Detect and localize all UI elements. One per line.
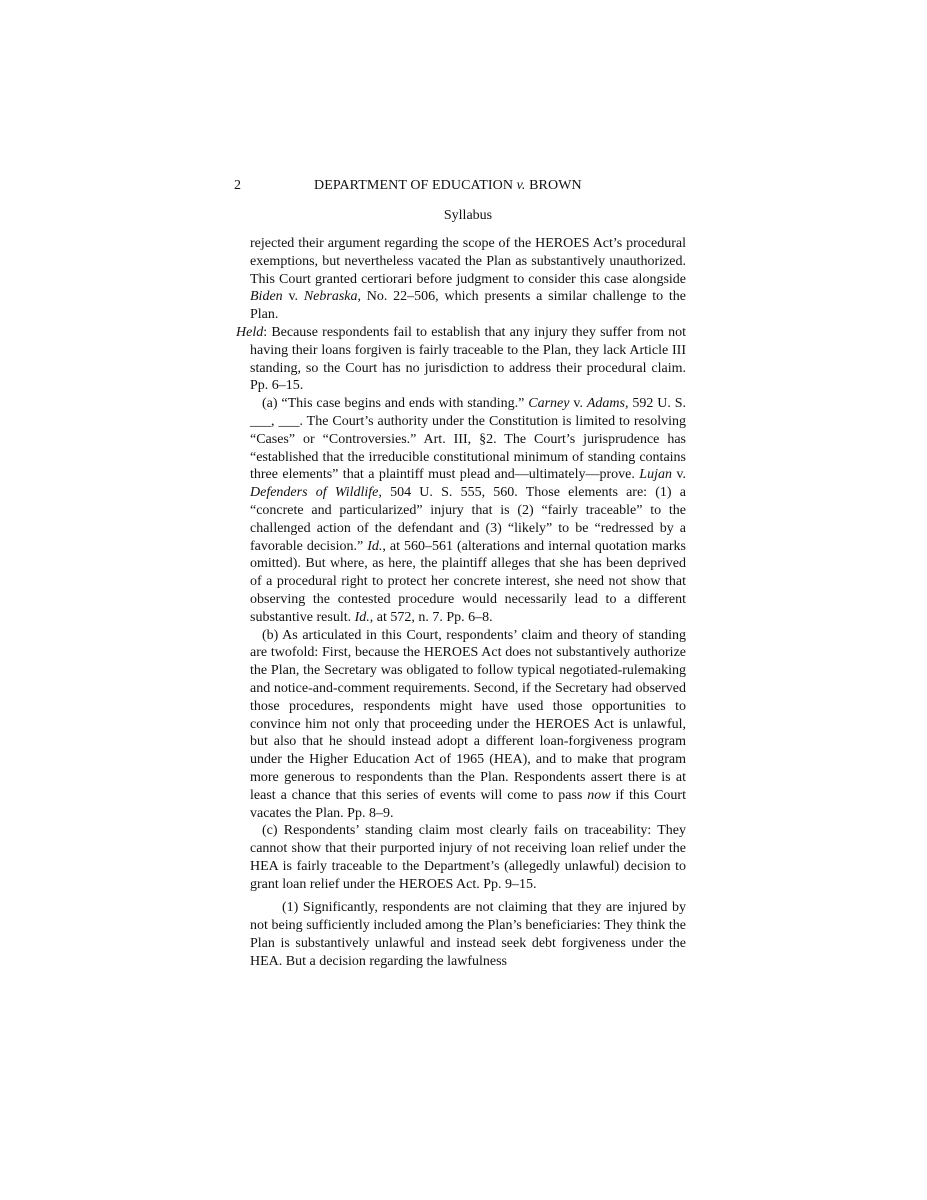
text-run: , at 560–561 (alterations and internal quotation marks omitted). But where, as here, the plaintiff alleges that she has been deprived of a procedural right to protect her concrete interest, she need not show that observing the contested procedure would necessarily lead to a different substantive result. [250, 538, 686, 625]
emphasis: now [587, 787, 611, 803]
text-run: (a) “This case begins and ends with standing.” [262, 396, 529, 412]
case-caption-versus: v. [516, 178, 526, 193]
case-name: Lujan [639, 467, 672, 483]
paragraph-held [236, 324, 686, 395]
paragraph-c1 [250, 899, 686, 970]
case-caption-parties: DEPARTMENT OF EDUCATION [314, 178, 517, 193]
text-run: , No. 22–506, which presents a similar challenge to the Plan. [250, 289, 686, 323]
case-name: Nebraska [303, 289, 358, 305]
citation-id: Id. [367, 538, 383, 554]
paragraph-b [250, 627, 686, 823]
text-run: if this Court vacates the Plan. Pp. 8–9. [250, 787, 686, 821]
case-caption [314, 176, 582, 196]
text-run: (b) As articulated in this Court, respondents’ claim and theory of standing are twofold: First, because the HEROES Act does not substantively authorize the Plan, the Secretary was obligated to follow typical negotiated-rulemaking and notice-and-comment requirements. Second, if the Secretary had observed those procedures, respondents might have used those opportunities to convince him not only that proceeding under the HEROES Act is unlawful, but also that he should instead adopt a different loan-forgiveness program under the Higher Education Act of 1965 (HEA), and to make that program more generous to respondents than the Plan. Respondents assert there is at least a chance that this series of events will come to pass [250, 627, 686, 803]
text-run: v. [569, 396, 587, 412]
paragraph-c [250, 822, 686, 893]
page-number: 2 [234, 178, 241, 193]
section-title: Syllabus [443, 208, 493, 223]
text-run: 504 U. S. 555, 560. Those elements are: (1) a “concrete and particularized” injury that is (2) “fairly traceable” to the challenged action of the defendant and (3) “likely” to be “redressed by a favorable decision.” [250, 485, 687, 554]
running-header [234, 176, 692, 196]
text-run: v. [282, 289, 304, 305]
held-label: Held [236, 324, 264, 340]
text-run: rejected their argument regarding the scope of the HEROES Act’s procedural exemptions, but nevertheless vacated the Plan as substantively unauthorized. This Court granted certiorari before judgment to consider this case alongside [250, 236, 686, 287]
case-name: Biden [250, 289, 283, 305]
case-name: Defenders of Wildlife, [250, 485, 382, 501]
case-name: Carney [528, 396, 570, 412]
text-run: , at 572, n. 7. Pp. 6–8. [369, 609, 493, 625]
paragraph-a [250, 395, 686, 626]
text-run: v. [671, 467, 686, 483]
text-run: (c) Respondents’ standing claim most clearly fails on traceability: They cannot show that their purported injury of not receiving loan relief under the HEA is fairly traceable to the Department’s (allegedly unlawful) decision to grant loan relief under the HEROES Act. Pp. 9–15. [250, 823, 686, 892]
case-caption-respondent: BROWN [525, 178, 582, 193]
text-run: : Because respondents fail to establish that any injury they suffer from not having their loans forgiven is fairly traceable to the Plan, they lack Article III standing, so the Court has no jurisdiction to address their procedural claim. Pp. 6–15. [250, 324, 686, 394]
paragraph-intro [250, 235, 686, 324]
citation-id: Id. [354, 609, 370, 625]
text-run: (1) Significantly, respondents are not claiming that they are injured by not being sufficiently included among the Plan’s beneficiaries: They think the Plan is substantively unlawful and instead seek debt forgiveness under the HEA. But a decision regarding the lawfulness [250, 900, 686, 969]
syllabus-body [236, 235, 687, 971]
case-name: Adams, [586, 396, 629, 412]
text-run: 592 U. S. ___, ___. The Court’s authority under the Constitution is limited to resolving “Cases” or “Controversies.” Art. III, §2. The Court’s jurisprudence has “established that the irreducible constitutional minimum of standing contains three elements” that a plaintiff must plead and—ultimately—prove. [250, 396, 686, 483]
